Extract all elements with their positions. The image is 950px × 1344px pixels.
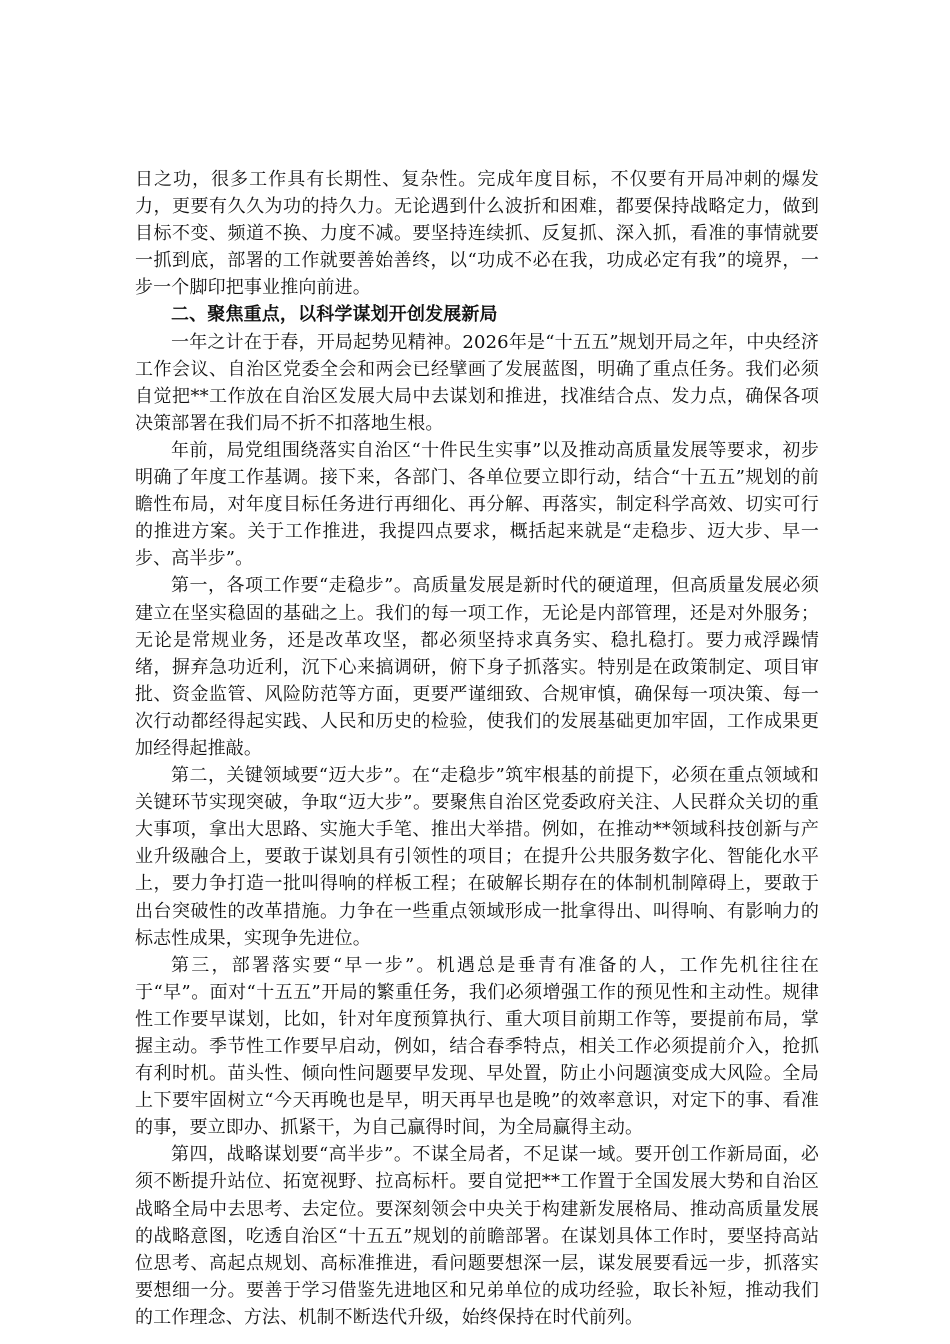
section-heading: 二、聚焦重点，以科学谋划开创发展新局 [171, 304, 498, 326]
paragraph-point-one: 第一，各项工作要“走稳步”。高质量发展是新时代的硬道理，但高质量发展必须建立在坚实稳固的基础之上。我们的每一项工作，无论是内部管理，还是对外服务；无论是常规业务，还是改革攻坚，都必须坚持求真务实、稳扎稳打。要力戒浮躁情绪，摒弃急功近利，沉下心来搞调研，俯下身子抓落实。特别是在政策制定、项目审批、资金监管、风险防范等方面，更要严谨细致、合规审慎，确保每一项决策、每一次行动都经得起实践、人民和历史的检验，使我们的发展基础更加牢固，工作成果更加经得起推敲。 [135, 575, 819, 759]
paragraph-point-three: 第三，部署落实要“早一步”。机遇总是垂青有准备的人，工作先机往往在于“早”。面对“十五五”开局的繁重任务，我们必须增强工作的预见性和主动性。规律性工作要早谋划，比如，针对年度预算执行、重大项目前期工作等，要提前布局，掌握主动。季节性工作要早启动，例如，结合春季特点，相关工作必须提前介入，抢抓有利时机。苗头性、倾向性问题要早发现、早处置，防止小问题演变成大风险。全局上下要牢固树立“今天再晚也是早，明天再早也是晚”的效率意识，对定下的事、看准的事，要立即办、抓紧干，为自己赢得时间，为全局赢得主动。 [135, 954, 819, 1139]
paragraph-point-two: 第二，关键领域要“迈大步”。在“走稳步”筑牢根基的前提下，必须在重点领域和关键环节实现突破，争取“迈大步”。要聚焦自治区党委政府关注、人民群众关切的重大事项，拿出大思路、实施大手笔、推出大举措。例如，在推动**领域科技创新与产业升级融合上，要敢于谋划具有引领性的项目；在提升公共服务数字化、智能化水平上，要力争打造一批叫得响的样板工程；在破解长期存在的体制机制障碍上，要敢于出台突破性的改革措施。力争在一些重点领域形成一批拿得出、叫得响、有影响力的标志性成果，实现争先进位。 [135, 765, 819, 949]
paragraph-point-four: 第四，战略谋划要“高半步”。不谋全局者，不足谋一域。要开创工作新局面，必须不断提升站位、拓宽视野、拉高标杆。要自觉把**工作置于全国发展大势和自治区战略全局中去思考、去定位。要深刻领会中央关于构建新发展格局、推动高质量发展的战略意图，吃透自治区“十五五”规划的前瞻部署。在谋划具体工作时，要坚持高站位思考、高起点规划、高标准推进，看问题要想深一层，谋发展要看远一步，抓落实要想细一分。要善于学习借鉴先进地区和兄弟单位的成功经验，取长补短，推动我们的工作理念、方法、机制不断迭代升级，始终保持在时代前列。 [135, 1144, 819, 1328]
paragraph-intro: 一年之计在于春，开局起势见精神。2026年是“十五五”规划开局之年，中央经济工作会议、自治区党委全会和两会已经擘画了发展蓝图，明确了重点任务。我们必须自觉把**工作放在自治区发展大局中去谋划和推进，找准结合点、发力点，确保各项决策部署在我们局不折不扣落地生根。 [135, 331, 819, 434]
paragraph-continuation: 日之功，很多工作具有长期性、复杂性。完成年度目标，不仅要有开局冲刺的爆发力，更要有久久为功的持久力。无论遇到什么波折和困难，都要保持战略定力，做到目标不变、频道不换、力度不减。要坚持连续抓、反复抓、深入抓，看准的事情就要一抓到底，部署的工作就要善始善终，以“功成不必在我，功成必定有我”的境界，一步一个脚印把事业推向前进。 [135, 169, 819, 299]
document-page [135, 166, 819, 1331]
paragraph-requirements: 年前，局党组围绕落实自治区“十件民生实事”以及推动高质量发展等要求，初步明确了年度工作基调。接下来，各部门、各单位要立即行动，结合“十五五”规划的前瞻性布局，对年度目标任务进行再细化、再分解、再落实，制定科学高效、切实可行的推进方案。关于工作推进，我提四点要求，概括起来就是“走稳步、迈大步、早一步、高半步”。 [135, 439, 819, 570]
